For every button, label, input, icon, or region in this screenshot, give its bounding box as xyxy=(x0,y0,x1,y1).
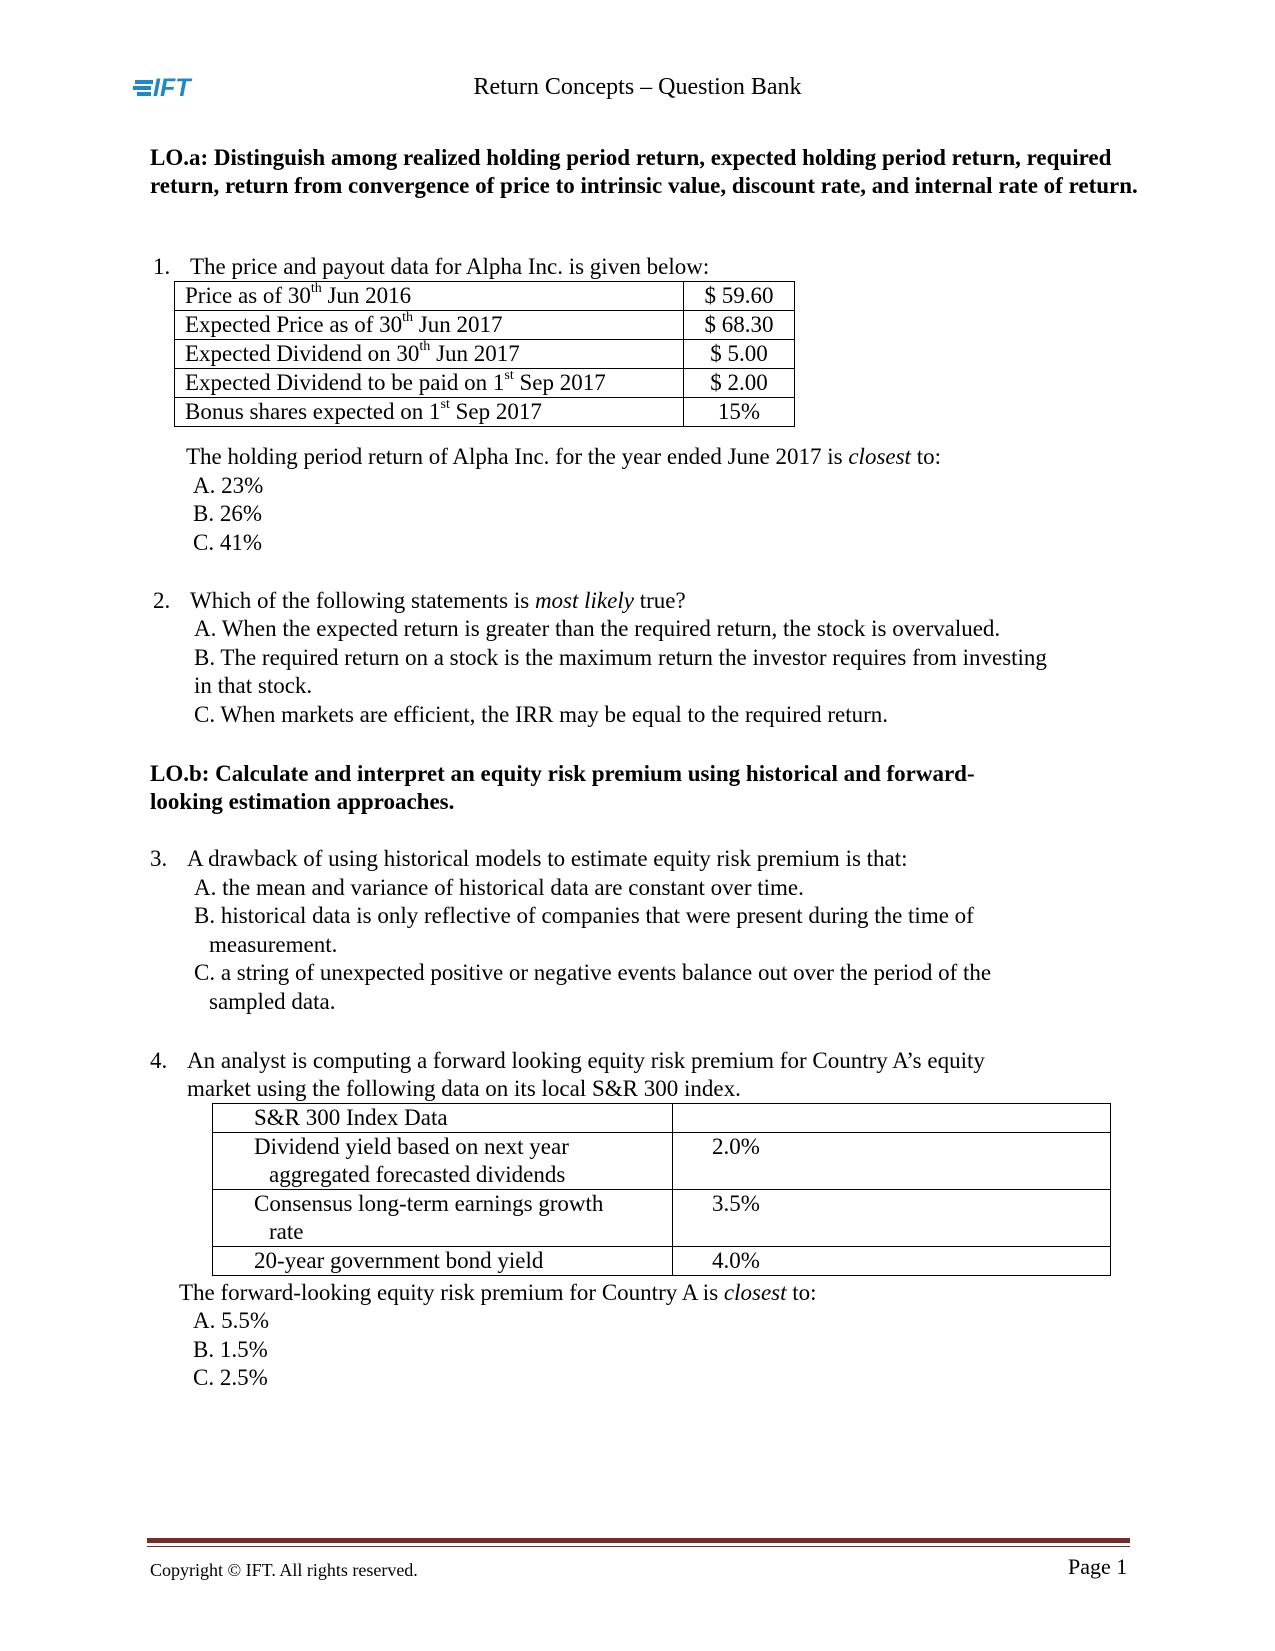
table-cell-label: 20-year government bond yield xyxy=(213,1247,673,1276)
learning-objective-a: LO.a: Distinguish among realized holding period return, expected holding period return, required return, return from convergence of price to intrinsic value, discount rate, and internal rate of return. xyxy=(150,145,1138,198)
table-row xyxy=(213,1133,1111,1190)
footer-rule xyxy=(147,1538,1130,1543)
table-row xyxy=(175,311,795,340)
q3-option-b-line2: measurement. xyxy=(209,932,338,957)
table-cell-value: $ 2.00 xyxy=(684,369,795,398)
q1-number: 1. xyxy=(153,254,171,279)
table-row xyxy=(175,398,795,427)
q4-stem-line2: market using the following data on its local S&R 300 index. xyxy=(187,1076,741,1101)
table-cell-value: 15% xyxy=(684,398,795,427)
learning-objective-b-line2: looking estimation approaches. xyxy=(150,789,455,814)
table-row xyxy=(213,1104,1111,1133)
q4-option-a: A. 5.5% xyxy=(193,1308,270,1333)
footer-rule-thin xyxy=(147,1546,1130,1547)
table-row xyxy=(175,282,795,311)
table-cell-label: Dividend yield based on next year aggregated forecasted dividends xyxy=(213,1133,673,1190)
table-row xyxy=(175,340,795,369)
svg-text:IFT: IFT xyxy=(153,74,191,100)
table-header-cell: S&R 300 Index Data xyxy=(213,1104,673,1133)
table-row xyxy=(213,1247,1111,1276)
q4-option-b: B. 1.5% xyxy=(193,1337,268,1362)
table-cell-label: Price as of 30th Jun 2016 xyxy=(175,282,684,311)
table-header-cell-empty xyxy=(673,1104,1111,1133)
q1-question: The holding period return of Alpha Inc. for the year ended June 2017 is closest to: xyxy=(186,444,941,469)
q4-question: The forward-looking equity risk premium for Country A is closest to: xyxy=(179,1280,817,1305)
q3-option-c-line2: sampled data. xyxy=(209,989,336,1014)
footer-copyright: Copyright © IFT. All rights reserved. xyxy=(150,1560,418,1580)
table-cell-value: 3.5% xyxy=(673,1190,1111,1247)
table-cell-label: Consensus long-term earnings growth rate xyxy=(213,1190,673,1247)
q2-stem: Which of the following statements is most likely true? xyxy=(190,588,686,613)
q2-option-b-line1: B. The required return on a stock is the maximum return the investor requires from investing xyxy=(194,645,1047,670)
table-cell-label: Expected Price as of 30th Jun 2017 xyxy=(175,311,684,340)
table-cell-label: Bonus shares expected on 1st Sep 2017 xyxy=(175,398,684,427)
page-header-title: Return Concepts – Question Bank xyxy=(473,74,802,100)
table-cell-value: 4.0% xyxy=(673,1247,1111,1276)
q1-stem: The price and payout data for Alpha Inc. is given below: xyxy=(190,254,710,279)
table-cell-value: $ 59.60 xyxy=(684,282,795,311)
table-cell-value: 2.0% xyxy=(673,1133,1111,1190)
table-cell-label: Expected Dividend to be paid on 1st Sep 2017 xyxy=(175,369,684,398)
q1-price-table xyxy=(174,281,795,427)
q1-option-b: B. 26% xyxy=(193,501,262,526)
q3-option-b-line1: B. historical data is only reflective of companies that were present during the time of xyxy=(194,903,974,928)
q3-stem: A drawback of using historical models to estimate equity risk premium is that: xyxy=(187,846,908,871)
q2-option-a: A. When the expected return is greater than the required return, the stock is overvalued. xyxy=(194,616,1001,641)
q2-option-c: C. When markets are efficient, the IRR may be equal to the required return. xyxy=(194,702,889,727)
table-row xyxy=(175,369,795,398)
q3-option-a: A. the mean and variance of historical data are constant over time. xyxy=(194,875,804,900)
q4-stem-line1: An analyst is computing a forward looking equity risk premium for Country A’s equity xyxy=(187,1048,985,1073)
q4-index-table xyxy=(212,1103,1111,1276)
page-number: Page 1 xyxy=(1068,1554,1128,1579)
learning-objective-b-line1: LO.b: Calculate and interpret an equity risk premium using historical and forward- xyxy=(150,761,975,786)
table-row xyxy=(213,1190,1111,1247)
q1-option-c: C. 41% xyxy=(193,530,262,555)
q3-number: 3. xyxy=(150,846,168,871)
q2-number: 2. xyxy=(153,588,171,613)
table-cell-label: Expected Dividend on 30th Jun 2017 xyxy=(175,340,684,369)
q2-option-b-line2: in that stock. xyxy=(194,673,313,698)
q4-number: 4. xyxy=(150,1048,168,1073)
table-cell-value: $ 5.00 xyxy=(684,340,795,369)
q3-option-c-line1: C. a string of unexpected positive or negative events balance out over the period of the xyxy=(194,960,992,985)
table-cell-value: $ 68.30 xyxy=(684,311,795,340)
q1-option-a: A. 23% xyxy=(193,473,264,498)
q4-option-c: C. 2.5% xyxy=(193,1365,268,1390)
